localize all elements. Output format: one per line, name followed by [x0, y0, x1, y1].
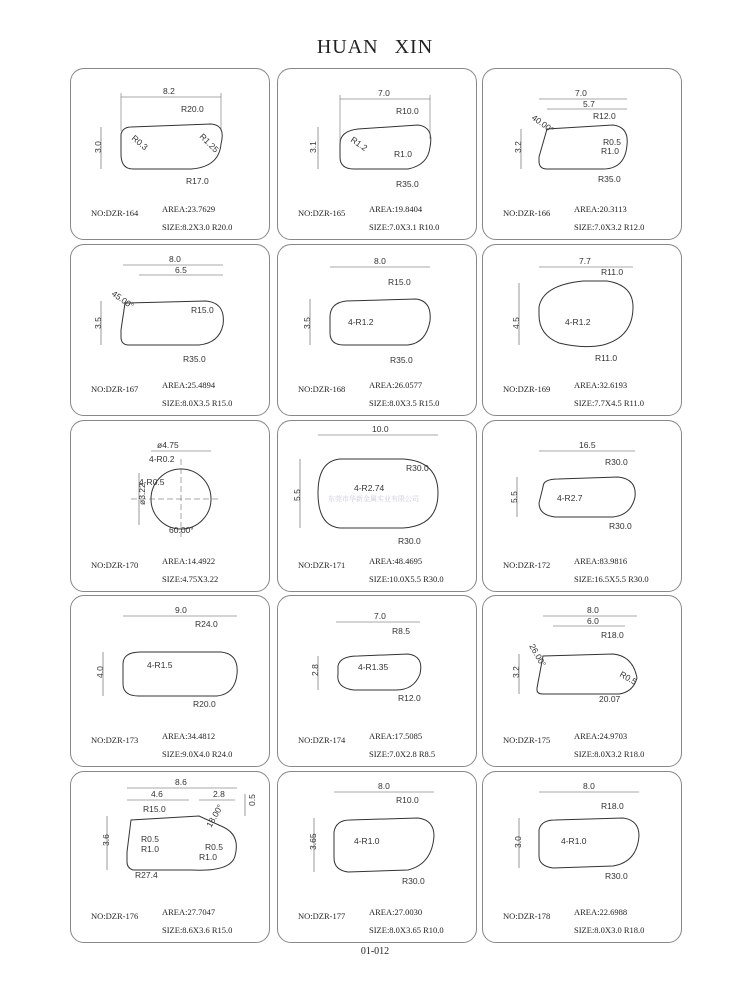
- radius-label: R0.5: [603, 137, 621, 147]
- part-card: [482, 771, 682, 943]
- width2-label: 6.0: [587, 616, 599, 626]
- part-drawing: [278, 772, 478, 902]
- radius-label: R8.5: [392, 626, 410, 636]
- part-drawing: [71, 245, 271, 375]
- part-area: AREA:27.0030: [369, 907, 423, 917]
- radius-label: R0.5: [205, 842, 223, 852]
- part-number: NO:DZR-165: [298, 208, 346, 218]
- radius-label: R10.0: [396, 106, 419, 116]
- radius-label: R35.0: [390, 355, 413, 365]
- width-label: 8.0: [583, 781, 595, 791]
- radius-label: R0.5: [141, 834, 159, 844]
- height-label: 5.5: [509, 491, 519, 503]
- part-area: AREA:83.9816: [574, 556, 628, 566]
- width-label: 7.0: [378, 88, 390, 98]
- part-size: SIZE:16.5X5.5 R30.0: [574, 574, 649, 584]
- part-area: AREA:17.5085: [369, 731, 423, 741]
- part-number: NO:DZR-177: [298, 911, 346, 921]
- width-label: 8.0: [378, 781, 390, 791]
- height-label: 4.0: [95, 666, 105, 678]
- part-area: AREA:34.4812: [162, 731, 216, 741]
- part-size: SIZE:9.0X4.0 R24.0: [162, 749, 233, 759]
- radius-label: R11.0: [601, 267, 624, 277]
- part-card: [482, 420, 682, 592]
- part-size: SIZE:7.7X4.5 R11.0: [574, 398, 645, 408]
- part-drawing: [483, 596, 683, 726]
- part-number: NO:DZR-169: [503, 384, 551, 394]
- height-label: 3.6: [101, 834, 111, 846]
- radius-label: R30.0: [406, 463, 429, 473]
- radius-label: 4-R0.5: [139, 477, 165, 487]
- part-area: AREA:23.7629: [162, 204, 216, 214]
- height-label: 5.5: [292, 489, 302, 501]
- radius-label: R11.0: [595, 353, 618, 363]
- height-label: 3.0: [93, 141, 103, 153]
- angle-label: 26.00°: [527, 642, 549, 669]
- angle-label: 18.00°: [204, 802, 226, 829]
- radius-label: R1.0: [601, 146, 619, 156]
- width3-label: 2.8: [213, 789, 225, 799]
- part-size: SIZE:8.0X3.65 R10.0: [369, 925, 444, 935]
- radius-label: R30.0: [609, 521, 632, 531]
- width-label: 8.0: [587, 605, 599, 615]
- width-label: 7.7: [579, 256, 591, 266]
- radius-label: R12.0: [593, 111, 616, 121]
- part-drawing: [278, 421, 478, 551]
- height-label: 3.0: [513, 836, 523, 848]
- radius-label: R30.0: [605, 871, 628, 881]
- part-size: SIZE:10.0X5.5 R30.0: [369, 574, 444, 584]
- radius-label: R17.0: [186, 176, 209, 186]
- part-area: AREA:24.9703: [574, 731, 628, 741]
- part-size: SIZE:7.0X3.1 R10.0: [369, 222, 440, 232]
- radius-label: R30.0: [605, 457, 628, 467]
- radius-label: R18.0: [601, 630, 624, 640]
- width-label: ø4.75: [157, 440, 179, 450]
- radius-label: 20.07: [599, 694, 621, 704]
- width-label: 10.0: [372, 424, 389, 434]
- radius-label: R35.0: [396, 179, 419, 189]
- part-number: NO:DZR-164: [91, 208, 139, 218]
- radius-label: R12.0: [398, 693, 421, 703]
- radius-label: 4-R1.0: [561, 836, 587, 846]
- part-area: AREA:27.7047: [162, 907, 216, 917]
- part-area: AREA:32.6193: [574, 380, 628, 390]
- height-label: 3.1: [308, 141, 318, 153]
- part-size: SIZE:8.0X3.0 R18.0: [574, 925, 645, 935]
- angle-label: 45.00°: [109, 288, 136, 311]
- width-label: 9.0: [175, 605, 187, 615]
- height-label: ø3.22: [137, 483, 147, 505]
- radius-label: 4-R2.7: [557, 493, 583, 503]
- radius-label: R1.0: [199, 852, 217, 862]
- part-number: NO:DZR-176: [91, 911, 139, 921]
- part-area: AREA:14.4922: [162, 556, 216, 566]
- part-size: SIZE:7.0X2.8 R8.5: [369, 749, 436, 759]
- part-number: NO:DZR-171: [298, 560, 346, 570]
- width2-label: 6.5: [175, 265, 187, 275]
- part-number: NO:DZR-168: [298, 384, 346, 394]
- part-card: [482, 68, 682, 240]
- part-size: SIZE:8.6X3.6 R15.0: [162, 925, 233, 935]
- width-label: 8.0: [374, 256, 386, 266]
- radius-label: 4-R1.2: [565, 317, 591, 327]
- width-label: 16.5: [579, 440, 596, 450]
- radius-label: R15.0: [191, 305, 214, 315]
- part-drawing: [278, 245, 478, 375]
- part-card: [70, 420, 270, 592]
- radius-label: R1.25: [197, 131, 221, 155]
- part-card: [482, 595, 682, 767]
- part-drawing: [71, 772, 271, 902]
- radius-label: R15.0: [143, 804, 166, 814]
- radius-label: R1.0: [394, 149, 412, 159]
- page-number: 01-012: [360, 946, 390, 957]
- part-drawing: [71, 421, 271, 551]
- angle-label: 40.00°: [529, 112, 556, 135]
- radius-label: 4-R1.2: [348, 317, 374, 327]
- radius-label: R18.0: [601, 801, 624, 811]
- radius-label: R1.0: [141, 844, 159, 854]
- extra-label: 0.5: [247, 794, 257, 806]
- part-card: [70, 595, 270, 767]
- part-number: NO:DZR-178: [503, 911, 551, 921]
- part-drawing: [71, 596, 271, 726]
- part-number: NO:DZR-175: [503, 735, 551, 745]
- part-card: [277, 68, 477, 240]
- width-label: 7.0: [374, 611, 386, 621]
- angle-label: 60.00°: [169, 525, 194, 535]
- part-drawing: [278, 69, 478, 199]
- part-area: AREA:25.4894: [162, 380, 216, 390]
- part-drawing: [483, 69, 683, 199]
- radius-label: R35.0: [183, 354, 206, 364]
- part-area: AREA:26.0577: [369, 380, 423, 390]
- part-size: SIZE:8.0X3.5 R15.0: [369, 398, 440, 408]
- radius-label: 4-R1.35: [358, 662, 389, 672]
- part-number: NO:DZR-172: [503, 560, 551, 570]
- part-card: [277, 595, 477, 767]
- radius-label: R0.5: [618, 669, 639, 687]
- radius-label: 4-R2.74: [354, 483, 385, 493]
- width-label: 7.0: [575, 88, 587, 98]
- height-label: 2.8: [310, 664, 320, 676]
- width-label: 8.2: [163, 86, 175, 96]
- part-size: SIZE:7.0X3.2 R12.0: [574, 222, 645, 232]
- page-title: HUAN XIN: [316, 36, 434, 58]
- part-drawing: [278, 596, 478, 726]
- radius-label: R20.0: [181, 104, 204, 114]
- height-label: 3.65: [308, 833, 318, 850]
- part-drawing: [483, 772, 683, 902]
- part-size: SIZE:8.2X3.0 R20.0: [162, 222, 233, 232]
- radius-label: 4-R0.2: [149, 454, 175, 464]
- part-card: [277, 771, 477, 943]
- watermark: 东莞市华新金属实业有限公司: [328, 495, 419, 503]
- radius-label: R1.2: [348, 134, 370, 153]
- width-label: 8.6: [175, 777, 187, 787]
- part-area: AREA:22.6988: [574, 907, 628, 917]
- part-size: SIZE:8.0X3.5 R15.0: [162, 398, 233, 408]
- height-label: 3.2: [511, 666, 521, 678]
- width2-label: 5.7: [583, 99, 595, 109]
- part-card: [482, 244, 682, 416]
- radius-label: R10.0: [396, 795, 419, 805]
- part-area: AREA:20.3113: [574, 204, 627, 214]
- radius-label: R24.0: [195, 619, 218, 629]
- radius-label: R20.0: [193, 699, 216, 709]
- radius-label: 4-R1.5: [147, 660, 173, 670]
- radius-label: 4-R1.0: [354, 836, 380, 846]
- part-number: NO:DZR-173: [91, 735, 139, 745]
- part-card: [277, 420, 477, 592]
- width-label: 8.0: [169, 254, 181, 264]
- part-drawing: [483, 421, 683, 551]
- radius-label: R35.0: [598, 174, 621, 184]
- part-number: NO:DZR-167: [91, 384, 139, 394]
- part-number: NO:DZR-166: [503, 208, 551, 218]
- width2-label: 4.6: [151, 789, 163, 799]
- part-card: [277, 244, 477, 416]
- part-card: [70, 68, 270, 240]
- radius-label: R30.0: [402, 876, 425, 886]
- radius-label: R15.0: [388, 277, 411, 287]
- part-area: AREA:48.4695: [369, 556, 423, 566]
- height-label: 3.2: [513, 141, 523, 153]
- part-card: [70, 244, 270, 416]
- part-number: NO:DZR-174: [298, 735, 346, 745]
- radius-label: R30.0: [398, 536, 421, 546]
- part-size: SIZE:8.0X3.2 R18.0: [574, 749, 645, 759]
- height-label: 4.5: [511, 317, 521, 329]
- part-drawing: [71, 69, 271, 199]
- height-label: 3.5: [93, 317, 103, 329]
- part-area: AREA:19.8404: [369, 204, 423, 214]
- height-label: 3.5: [302, 317, 312, 329]
- parts-grid: [70, 68, 685, 946]
- part-number: NO:DZR-170: [91, 560, 139, 570]
- part-size: SIZE:4.75X3.22: [162, 574, 219, 584]
- part-card: [70, 771, 270, 943]
- radius-label: R27.4: [135, 870, 158, 880]
- radius-label: R0.3: [129, 132, 150, 153]
- part-drawing: [483, 245, 683, 375]
